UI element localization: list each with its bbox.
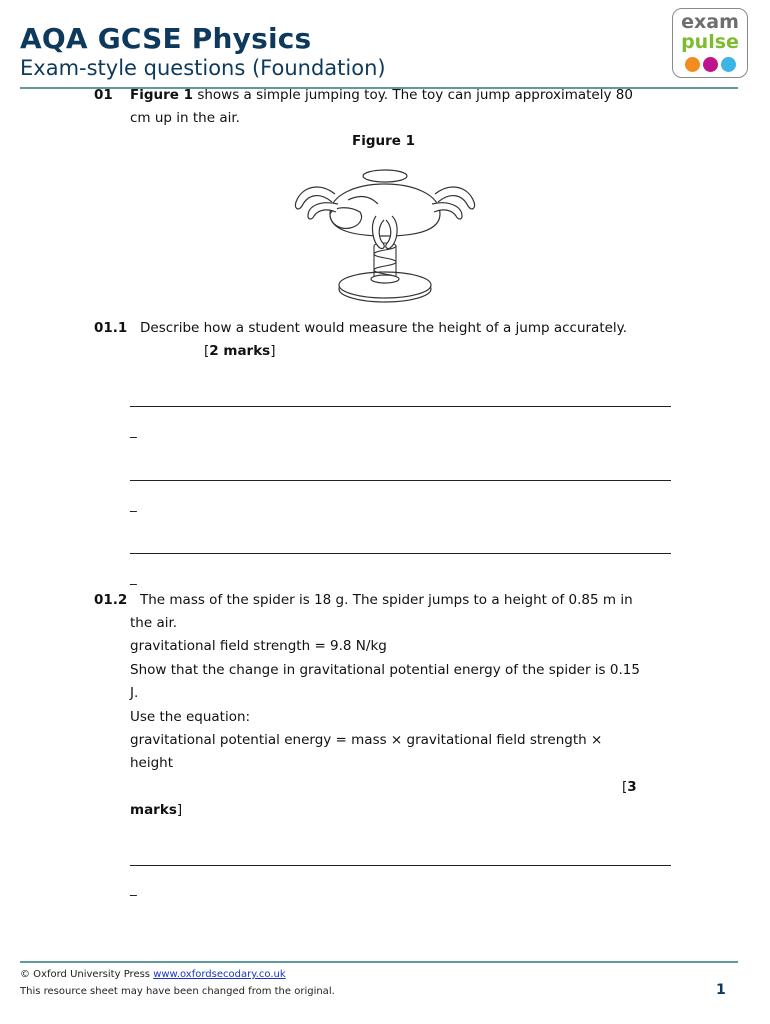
answer-line[interactable] — [130, 406, 671, 407]
answer-line-dash: _ — [130, 497, 137, 513]
marks-value: 3 — [627, 779, 637, 795]
question-text-line: the air. — [130, 615, 178, 631]
question-number: 01.1 — [94, 320, 128, 336]
marks-label — [622, 778, 637, 796]
marks-label — [204, 342, 276, 360]
question-intro-line2: cm up in the air. — [130, 110, 240, 126]
jumping-spider-toy-figure — [290, 154, 480, 314]
marks-value: 2 marks — [209, 343, 271, 359]
publisher-link[interactable]: www.oxfordsecodary.co.uk — [153, 969, 286, 980]
answer-line-dash: _ — [130, 423, 137, 439]
question-text: Describe how a student would measure the height of a jump accurately. — [140, 320, 628, 336]
question-text-line: J. — [130, 685, 139, 701]
question-intro — [130, 86, 633, 104]
marks-bracket-close: ] — [176, 802, 183, 818]
copyright-text: © Oxford University Press — [20, 969, 154, 980]
footer-note: This resource sheet may have been changed from the original. — [20, 986, 335, 997]
question-given-value: gravitational field strength = 9.8 N/kg — [130, 638, 387, 654]
footer-copyright — [20, 969, 286, 980]
marks-bracket-close: ] — [270, 343, 276, 359]
question-number: 01.2 — [94, 592, 128, 608]
logo-dots — [673, 57, 747, 72]
question-number: 01 — [94, 87, 113, 103]
logo-dot-blue — [721, 57, 736, 72]
page-subtitle: Exam-style questions (Foundation) — [20, 56, 386, 80]
marks-label-continued — [130, 801, 182, 819]
footer-divider — [20, 961, 738, 963]
logo-word-exam: exam — [681, 11, 739, 33]
page-number: 1 — [716, 982, 726, 998]
logo-dot-orange — [685, 57, 700, 72]
answer-line-dash: _ — [130, 881, 137, 897]
question-intro-text: shows a simple jumping toy. The toy can jump approximately 80 — [193, 87, 633, 103]
exam-pulse-logo — [672, 8, 748, 78]
question-instruction: Show that the change in gravitational potential energy of the spider is 0.15 — [130, 662, 640, 678]
answer-line-dash: _ — [130, 570, 137, 586]
figure-caption: Figure 1 — [352, 133, 416, 149]
equation-text-line: height — [130, 755, 174, 771]
marks-bracket-open: [ — [204, 343, 210, 359]
answer-line[interactable] — [130, 865, 671, 866]
logo-dot-magenta — [703, 57, 718, 72]
logo-word-pulse: pulse — [681, 31, 739, 53]
page-title: AQA GCSE Physics — [20, 22, 312, 55]
answer-line[interactable] — [130, 480, 671, 481]
marks-word: marks — [130, 802, 177, 818]
question-text: The mass of the spider is 18 g. The spider jumps to a height of 0.85 m in — [140, 592, 633, 608]
figure-reference: Figure 1 — [130, 87, 194, 103]
marks-bracket-open: [ — [622, 779, 628, 795]
question-text-line: Use the equation: — [130, 709, 251, 725]
equation-text: gravitational potential energy = mass × gravitational field strength × — [130, 732, 603, 748]
answer-line[interactable] — [130, 553, 671, 554]
